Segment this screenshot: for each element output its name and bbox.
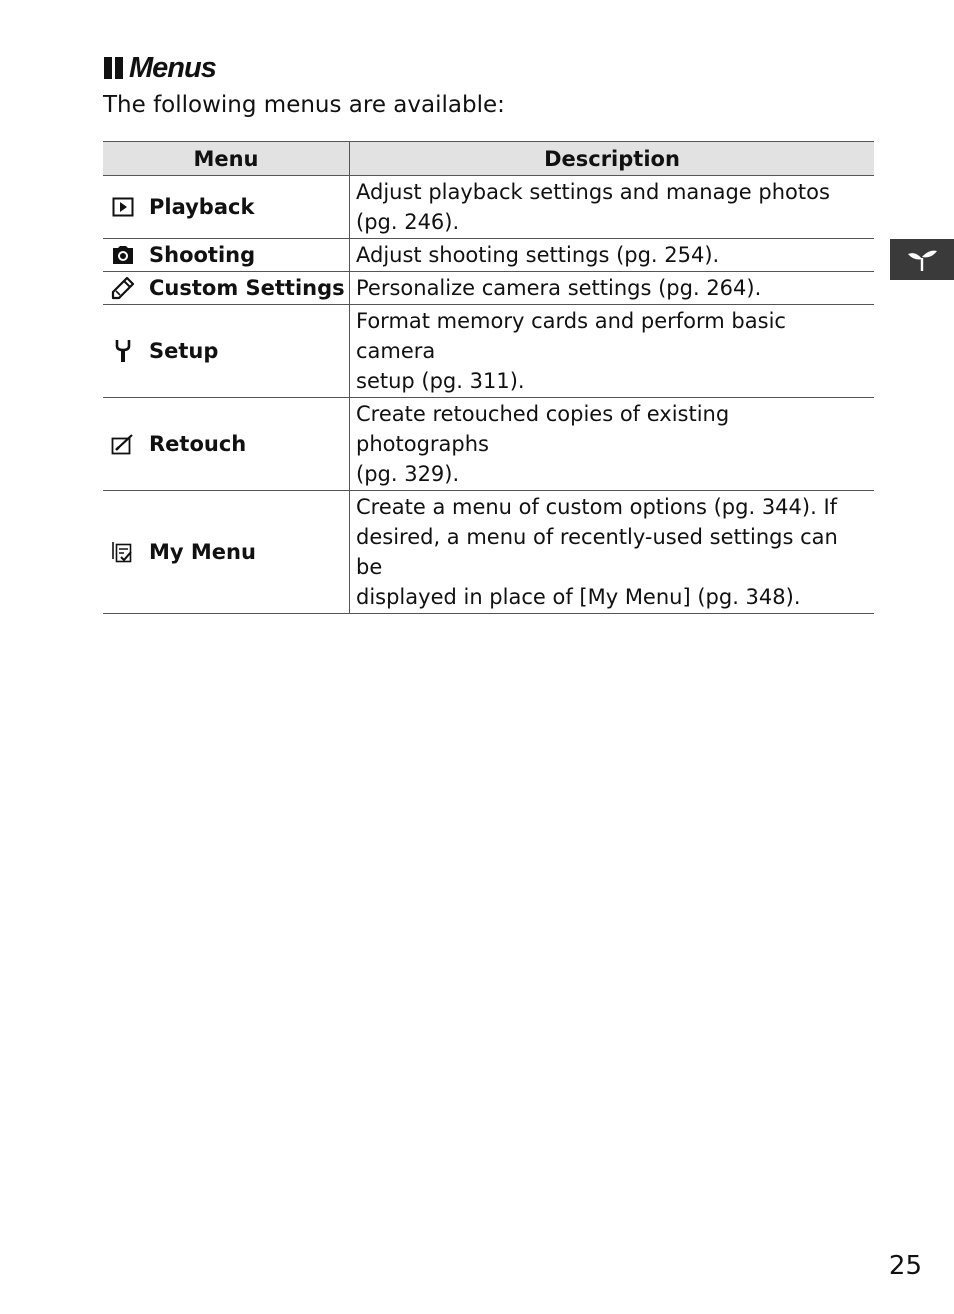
heading-marker-icon xyxy=(104,57,123,79)
chapter-tab[interactable] xyxy=(890,239,954,280)
description-cell xyxy=(350,239,875,272)
description-cell xyxy=(350,272,875,305)
description-cell xyxy=(350,305,875,398)
page-number: 25 xyxy=(888,1251,922,1281)
description-line: setup (pg. 311). xyxy=(356,369,525,393)
description-cell xyxy=(350,398,875,491)
table-row xyxy=(103,272,874,305)
my-menu-icon xyxy=(111,540,135,564)
section-title: Menus xyxy=(129,51,216,84)
menu-cell xyxy=(103,272,350,305)
description-line: Create a menu of custom options (pg. 344). If xyxy=(356,495,838,519)
table-row xyxy=(103,305,874,398)
description-line: Adjust shooting settings (pg. 254). xyxy=(356,243,720,267)
description-line: Format memory cards and perform basic camera xyxy=(356,309,786,363)
sprout-icon xyxy=(905,247,939,273)
table-row xyxy=(103,491,874,614)
description-line: Adjust playback settings and manage photos xyxy=(356,180,830,204)
description-cell xyxy=(350,176,875,239)
description-line: Personalize camera settings (pg. 264). xyxy=(356,276,762,300)
camera-icon xyxy=(111,243,135,267)
menu-label: My Menu xyxy=(149,540,256,564)
description-line: (pg. 329). xyxy=(356,462,460,486)
wrench-icon xyxy=(111,339,135,363)
description-cell xyxy=(350,491,875,614)
menu-label: Custom Settings xyxy=(149,276,345,300)
pencil-icon xyxy=(111,276,135,300)
menu-label: Playback xyxy=(149,195,255,219)
menu-label: Setup xyxy=(149,339,219,363)
section-heading xyxy=(104,50,216,86)
header-menu: Menu xyxy=(103,142,350,176)
table-row xyxy=(103,176,874,239)
description-line: (pg. 246). xyxy=(356,210,460,234)
menu-cell xyxy=(103,176,350,239)
menu-cell xyxy=(103,305,350,398)
table-row xyxy=(103,398,874,491)
menu-label: Shooting xyxy=(149,243,256,267)
retouch-icon xyxy=(111,432,135,456)
header-description: Description xyxy=(350,142,875,176)
menus-table xyxy=(103,141,874,614)
menu-label: Retouch xyxy=(149,432,247,456)
menu-cell xyxy=(103,239,350,272)
table-header-row xyxy=(103,142,874,176)
playback-icon xyxy=(111,195,135,219)
intro-text: The following menus are available: xyxy=(103,92,505,118)
description-line: Create retouched copies of existing photographs xyxy=(356,402,730,456)
menu-cell xyxy=(103,491,350,614)
description-line: desired, a menu of recently-used settings can be xyxy=(356,525,838,579)
menu-cell xyxy=(103,398,350,491)
description-line: displayed in place of [My Menu] (pg. 348). xyxy=(356,585,801,609)
table-row xyxy=(103,239,874,272)
